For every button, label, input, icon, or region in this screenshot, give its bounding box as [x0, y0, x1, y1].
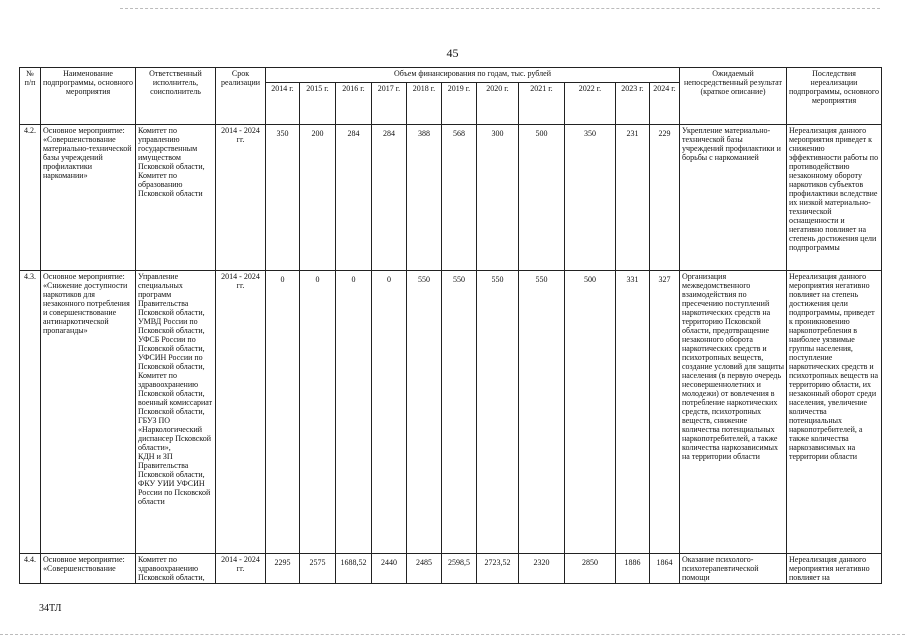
- page-number: 45: [446, 46, 459, 60]
- value-cell: 200: [300, 125, 336, 271]
- header-funding: Объем финансирования по годам, тыс. рублей: [266, 68, 680, 83]
- value-cell: 0: [266, 271, 300, 554]
- row-number: 4.2.: [20, 125, 41, 271]
- responsible-item: Комитет по управлению государственным имуществом Псковской области,: [138, 126, 205, 171]
- term-cell: 2014 - 2024 гг.: [216, 554, 266, 584]
- value-cell: 0: [300, 271, 336, 554]
- value-cell: 0: [372, 271, 407, 554]
- header-row: [20, 68, 882, 83]
- year-header: 2020 г.: [477, 83, 519, 125]
- table-row: [20, 554, 882, 584]
- value-cell: 350: [266, 125, 300, 271]
- value-cell: 350: [565, 125, 616, 271]
- expected-result: Оказание психолого-психотерапевтической помощи: [680, 554, 787, 584]
- value-cell: 2440: [372, 554, 407, 584]
- value-cell: 550: [477, 271, 519, 554]
- value-cell: 500: [519, 125, 565, 271]
- scan-edge-top: [120, 8, 880, 10]
- value-cell: 2320: [519, 554, 565, 584]
- responsible-item: Комитет по здравоохранению Псковской области,: [138, 555, 205, 582]
- responsible-item: ФКУ УИИ УФСИН России по Псковской области: [138, 479, 211, 506]
- year-header: 2018 г.: [407, 83, 442, 125]
- year-header: 2024 г.: [650, 83, 680, 125]
- value-cell: 550: [442, 271, 477, 554]
- value-cell: 284: [336, 125, 372, 271]
- year-header: 2021 г.: [519, 83, 565, 125]
- header-name: Наименование подпрограммы, основного мероприятия: [41, 68, 136, 125]
- activity-name: Основное мероприятие: «Снижение доступности наркотиков для незаконного потребления и совершенствование антинаркотической пропаганды»: [41, 271, 136, 554]
- header-responsible: Ответственный исполнитель, соисполнитель: [136, 68, 216, 125]
- footer-code: 34ТЛ: [39, 603, 62, 614]
- year-header: 2023 г.: [616, 83, 650, 125]
- value-cell: 229: [650, 125, 680, 271]
- value-cell: 550: [519, 271, 565, 554]
- responsible-item: УФСБ России по Псковской области,: [138, 335, 205, 353]
- responsible-cell: [136, 271, 216, 554]
- value-cell: 2850: [565, 554, 616, 584]
- expected-result: Укрепление материально-технической базы учреждений профилактики и борьбы с наркоманией: [680, 125, 787, 271]
- row-number: 4.4.: [20, 554, 41, 584]
- value-cell: 231: [616, 125, 650, 271]
- responsible-item: ГБУЗ ПО «Наркологический диспансер Псковской области»,: [138, 416, 212, 452]
- value-cell: 2295: [266, 554, 300, 584]
- year-header: 2015 г.: [300, 83, 336, 125]
- value-cell: 331: [616, 271, 650, 554]
- year-header: 2022 г.: [565, 83, 616, 125]
- responsible-item: Управление специальных программ Правительства Псковской области,: [138, 272, 205, 317]
- responsible-cell: [136, 554, 216, 584]
- value-cell: 2485: [407, 554, 442, 584]
- term-cell: 2014 - 2024 гг.: [216, 125, 266, 271]
- value-cell: 388: [407, 125, 442, 271]
- header-consequences: Последствия нереализации подпрограммы, основного мероприятия: [787, 68, 882, 125]
- responsible-item: КДН и ЗП Правительства Псковской области,: [138, 452, 205, 479]
- responsible-cell: [136, 125, 216, 271]
- header-expected: Ожидаемый непосредственный результат (краткое описание): [680, 68, 787, 125]
- year-header: 2014 г.: [266, 83, 300, 125]
- value-cell: 568: [442, 125, 477, 271]
- responsible-item: УФСИН России по Псковской области,: [138, 353, 205, 371]
- funding-table: [19, 67, 882, 584]
- value-cell: 500: [565, 271, 616, 554]
- year-header: 2019 г.: [442, 83, 477, 125]
- value-cell: 2598,5: [442, 554, 477, 584]
- activity-name: Основное мероприятие: «Совершенствование: [41, 554, 136, 584]
- value-cell: 2575: [300, 554, 336, 584]
- responsible-item: УМВД России по Псковской области,: [138, 317, 205, 335]
- value-cell: 300: [477, 125, 519, 271]
- consequences: Нереализация данного мероприятия приведет к снижению эффективности работы по противодействию незаконному обороту наркотиков субъектов профилактики вследствие их низкой материально-технической оснащенности и негативно повлияет на степень достижения цели подпрограммы: [787, 125, 882, 271]
- activity-name: Основное мероприятие: «Совершенствование материально-технической базы учреждений профилактики наркомании»: [41, 125, 136, 271]
- value-cell: 550: [407, 271, 442, 554]
- value-cell: 1864: [650, 554, 680, 584]
- consequences: Нереализация данного мероприятия негативно повлияет на степень достижения цели подпрограммы, приведет к проникновению наркопотребления в наиболее уязвимые группы населения, поступление наркотических средств и психотропных веществ на территорию области, их незаконный оборот среди населения, увеличение количества потенциальных наркопотребителей, а также количества наркозависимых на территории области: [787, 271, 882, 554]
- scan-edge-bottom: [0, 634, 905, 636]
- table-row: [20, 271, 882, 554]
- value-cell: 0: [336, 271, 372, 554]
- header-num: № п/п: [20, 68, 41, 125]
- value-cell: 1688,52: [336, 554, 372, 584]
- responsible-item: военный комиссариат Псковской области,: [138, 398, 213, 416]
- value-cell: 2723,52: [477, 554, 519, 584]
- expected-result: Организация межведомственного взаимодействия по пресечению поступлений наркотических средств на территорию Псковской области, предотвращение незаконного оборота наркотических средств и психотропных веществ, создание условий для защиты населения (в первую очередь несовершеннолетних и молодежи) от вовлечения в потребление наркотических средств, психотропных веществ, снижение количества потенциальных наркопотребителей, а также количества наркозависимых на территории области: [680, 271, 787, 554]
- term-cell: 2014 - 2024 гг.: [216, 271, 266, 554]
- header-term: Срок реализации: [216, 68, 266, 125]
- year-header: 2016 г.: [336, 83, 372, 125]
- table-row: [20, 125, 882, 271]
- responsible-item: Комитет по здравоохранению Псковской области,: [138, 371, 205, 398]
- consequences: Нереализация данного мероприятия негативно повлияет на: [787, 554, 882, 584]
- value-cell: 327: [650, 271, 680, 554]
- value-cell: 284: [372, 125, 407, 271]
- value-cell: 1886: [616, 554, 650, 584]
- row-number: 4.3.: [20, 271, 41, 554]
- year-header: 2017 г.: [372, 83, 407, 125]
- responsible-item: Комитет по образованию Псковской области: [138, 171, 203, 198]
